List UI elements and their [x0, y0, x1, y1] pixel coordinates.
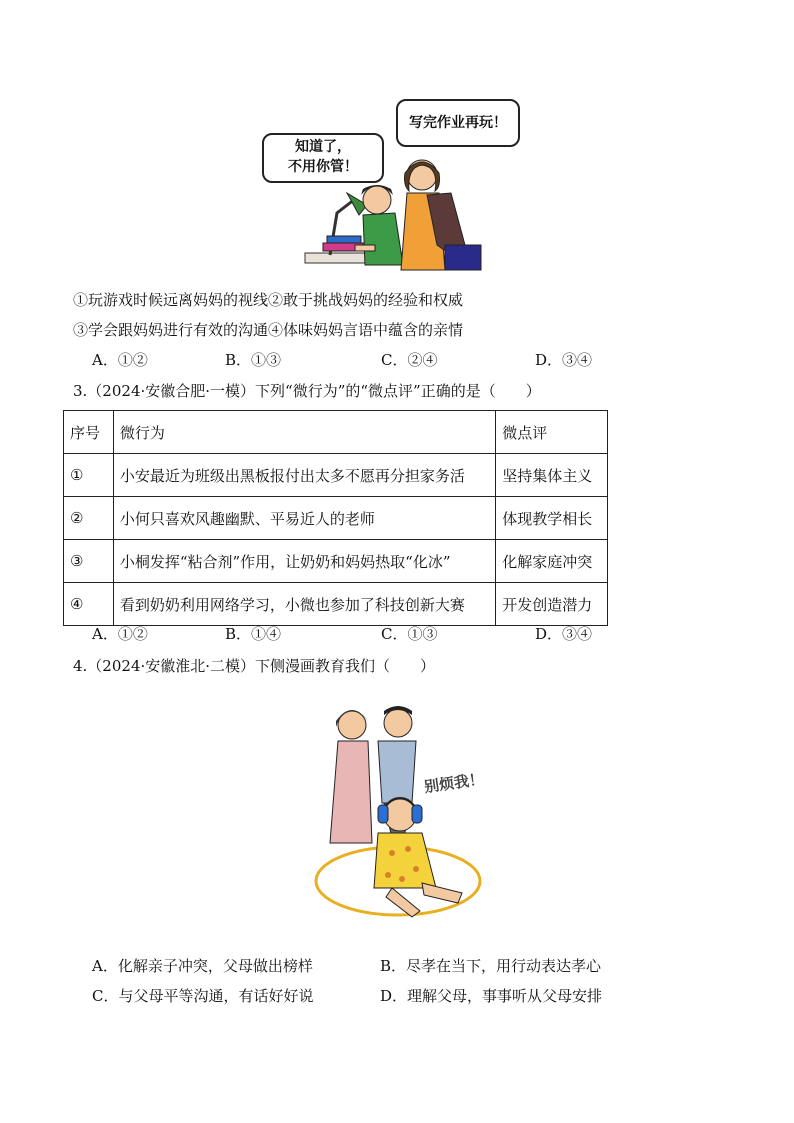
q4-option-a: A．化解亲子冲突，父母做出榜样 — [92, 957, 313, 975]
table-cell: 小安最近为班级出黑板报付出太多不愿再分担家务活 — [113, 454, 495, 497]
table-cell: 看到奶奶利用网络学习，小微也参加了科技创新大赛 — [113, 583, 495, 626]
cartoon-parents-girl — [312, 693, 492, 925]
q3-table — [63, 410, 608, 626]
cartoon-girl-caption: 别烦我！ — [423, 769, 486, 797]
speech-mother-text: 写完作业再玩！ — [409, 115, 507, 131]
table-cell: ④ — [64, 583, 114, 626]
table-cell: 开发创造潜力 — [496, 583, 608, 626]
table-row — [64, 454, 608, 497]
q3-option-a: A．①② — [92, 625, 148, 643]
table-cell: ③ — [64, 540, 114, 583]
speech-son-line1: 知道了， — [295, 139, 351, 155]
q4-option-b: B．尽孝在当下，用行动表达孝心 — [380, 957, 602, 975]
speech-bubble-son — [262, 133, 384, 183]
q4-option-d: D．理解父母，事事听从父母安排 — [380, 987, 603, 1005]
table-header-cell: 微点评 — [496, 411, 608, 454]
table-header-row — [64, 411, 608, 454]
table-cell: 小何只喜欢风趣幽默、平易近人的老师 — [113, 497, 495, 540]
q2-option-b: B．①③ — [225, 351, 282, 369]
q3-option-d: D．③④ — [535, 625, 593, 643]
q3-option-c: C．①③ — [381, 625, 438, 643]
table-cell: ① — [64, 454, 114, 497]
q3-stem: 3.（2024·安徽合肥·一模）下列“微行为”的“微点评”正确的是（ ） — [73, 382, 541, 400]
table-cell: 体现教学相长 — [496, 497, 608, 540]
table-cell: 小桐发挥“粘合剂”作用，让奶奶和妈妈热取“化冰” — [113, 540, 495, 583]
table-row — [64, 540, 608, 583]
table-cell: 化解家庭冲突 — [496, 540, 608, 583]
q2-option-a: A．①② — [92, 351, 148, 369]
table-cell: 坚持集体主义 — [496, 454, 608, 497]
q2-option-c: C．②④ — [381, 351, 438, 369]
cartoon-parents-girl-illustration — [312, 693, 492, 925]
table-row — [64, 583, 608, 626]
q4-stem: 4.（2024·安徽淮北·二模）下侧漫画教育我们（ ） — [73, 657, 436, 675]
table-header-cell: 序号 — [64, 411, 114, 454]
speech-bubble-mother — [396, 99, 520, 147]
speech-son-line2: 不用你管！ — [288, 159, 358, 175]
q3-option-b: B．①④ — [225, 625, 282, 643]
q2-statement-2: ③学会跟妈妈进行有效的沟通④体味妈妈言语中蕴含的亲情 — [73, 321, 464, 339]
q2-statement-1: ①玩游戏时候远离妈妈的视线②敢于挑战妈妈的经验和权威 — [73, 291, 464, 309]
table-row — [64, 497, 608, 540]
q4-option-c: C．与父母平等沟通，有话好好说 — [92, 987, 314, 1005]
q2-option-d: D．③④ — [535, 351, 593, 369]
table-header-cell: 微行为 — [113, 411, 495, 454]
table-cell: ② — [64, 497, 114, 540]
